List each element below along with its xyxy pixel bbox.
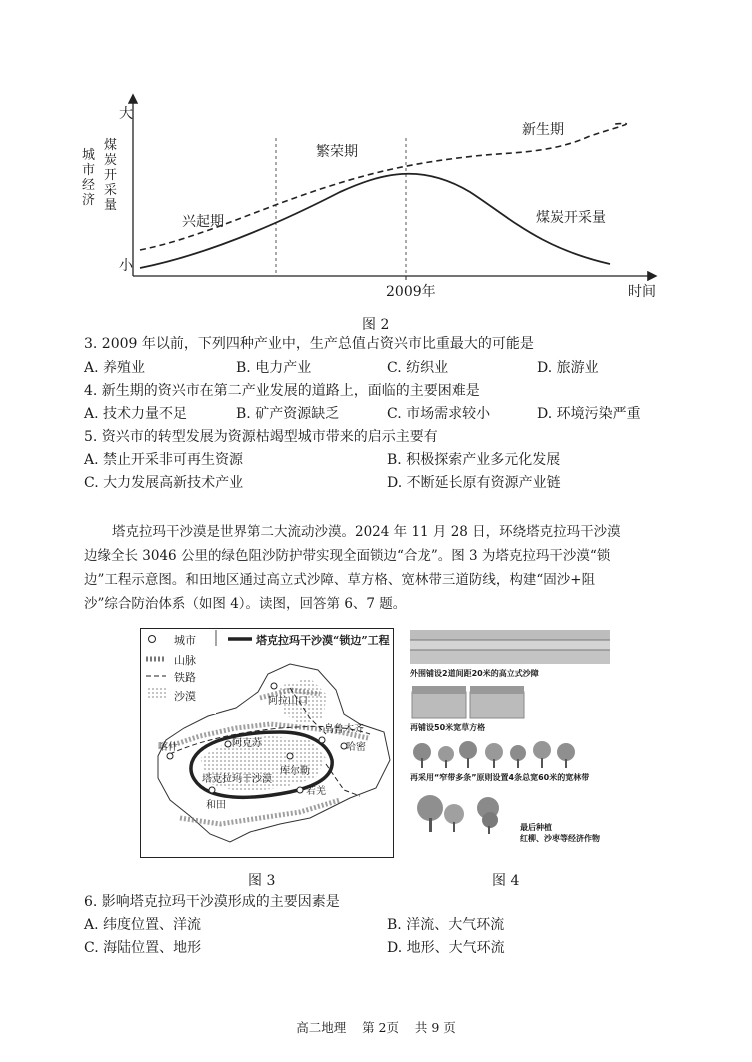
legend-city-symbol [149,636,156,643]
passage-line-3: 边”工程示意图。和田地区通过高立式沙障、草方格、宽林带三道防线，构建“固沙+阻 [84,572,596,588]
legend-project-label: 塔克拉玛干沙漠“锁边”工程 [256,634,390,647]
question-6-option-c: C. 海陆位置、地形 [84,940,202,956]
question-6-stem: 6. 影响塔克拉玛干沙漠形成的主要因素是 [84,894,340,910]
page-footer: 高二地理 第 2页 共 9 页 [296,1020,456,1035]
forest-belt-illustration [413,741,575,768]
passage-line-2: 边缘全长 3046 公里的绿色阻沙防护带实现全面锁边“合龙”。图 3 为塔克拉玛干沙漠“锁 [84,548,611,564]
city-hami-label: 哈密 [346,742,366,753]
city-hotan-marker [209,787,215,793]
city-ruoqiang-label: 若羌 [306,786,326,797]
question-4-option-c: C. 市场需求较小 [387,406,491,422]
figure-4-step-2: 再铺设50米宽草方格 [410,723,486,732]
question-6-option-d: D. 地形、大气环流 [387,940,505,956]
figure-4 [408,628,618,854]
question-5-option-b: B. 积极探索产业多元化发展 [387,452,561,468]
question-3-option-b: B. 电力产业 [236,360,312,376]
question-3-option-c: C. 纺织业 [387,360,449,376]
city-korla-label: 库尔勒 [280,766,310,777]
y-axis-label-coal: 煤炭开采量 [104,138,118,213]
stage-new-label: 新生期 [522,122,564,138]
question-5-option-c: C. 大力发展高新技术产业 [84,475,244,491]
figure-4-step-3: 再采用“窄带多条”原则设置4条总宽60米的宽林带 [410,773,590,782]
figure-4-caption: 图 4 [492,873,520,889]
city-aksu-label: 阿克苏 [232,738,262,749]
question-6-option-a: A. 纬度位置、洋流 [84,917,202,933]
question-4-stem: 4. 新生期的资兴市在第二产业发展的道路上，面临的主要困难是 [84,383,480,399]
y-axis-bottom-label: 小 [119,258,133,274]
y-axis-top-label: 大 [119,106,133,122]
figure-4-step-1: 外围铺设2道间距20米的高立式沙障 [410,669,539,678]
legend-mountain-label: 山脉 [174,654,196,667]
question-6-option-b: B. 洋流、大气环流 [387,917,505,933]
passage-line-1: 塔克拉玛干沙漠是世界第二大流动沙漠。2024 年 11 月 28 日，环绕塔克拉玛干沙漠 [112,524,621,540]
x-axis-label: 时间 [628,284,656,300]
question-5-option-d: D. 不断延长原有资源产业链 [387,475,561,491]
stage-rise-label: 兴起期 [182,214,224,230]
question-4-option-a: A. 技术力量不足 [84,406,188,422]
city-aksu-marker [225,741,231,747]
economic-crops-illustration [417,795,499,834]
figure-3-caption: 图 3 [248,873,276,889]
figure-4-step-4a: 最后种植 [520,823,552,832]
question-5-option-a: A. 禁止开采非可再生资源 [84,452,244,468]
legend-railway-label: 铁路 [174,671,196,684]
figure-3 [140,628,394,858]
sand-barrier-illustration [410,630,610,664]
grass-square-illustration [412,686,524,718]
city-korla-marker [287,753,293,759]
figure-2 [82,88,660,308]
legend-city-label: 城市 [174,634,196,647]
question-4-option-b: B. 矿产资源缺乏 [236,406,340,422]
city-alashankou-marker [271,683,277,689]
question-3-option-d: D. 旅游业 [537,360,599,376]
passage-line-4: 沙”综合防治体系（如图 4）。读图，回答第 6、7 题。 [84,596,407,612]
city-hotan-label: 和田 [206,800,226,811]
legend-desert-label: 沙漠 [174,690,196,703]
city-urumqi-marker [319,737,325,743]
question-3-stem: 3. 2009 年以前，下列四种产业中，生产总值占资兴市比重最大的可能是 [84,336,534,352]
city-urumqi-label: 乌鲁木齐 [324,724,364,735]
city-ruoqiang-marker [297,787,303,793]
figure-4-graphic [408,628,618,854]
question-5-stem: 5. 资兴市的转型发展为资源枯竭型城市带来的启示主要有 [84,429,438,445]
coal-curve-label: 煤炭开采量 [536,210,606,226]
figure-4-step-4b: 红柳、沙枣等经济作物 [520,834,600,843]
stage-boom-label: 繁荣期 [316,144,358,160]
city-kashgar-label: 喀什 [158,742,178,753]
year-label: 2009年 [386,284,436,300]
question-4-option-d: D. 环境污染严重 [537,406,641,422]
passage [84,520,674,616]
city-alashankou-label: 阿拉山口 [268,696,308,707]
desert-name-label: 塔克拉玛干沙漠 [202,774,272,785]
figure-2-graphic [90,88,660,308]
question-3-option-a: A. 养殖业 [84,360,146,376]
y-axis-label-city-economy: 城市经济 [82,148,96,208]
city-kashgar-marker [167,753,173,759]
figure-2-caption: 图 2 [362,317,390,333]
legend-desert-symbol [146,688,166,700]
